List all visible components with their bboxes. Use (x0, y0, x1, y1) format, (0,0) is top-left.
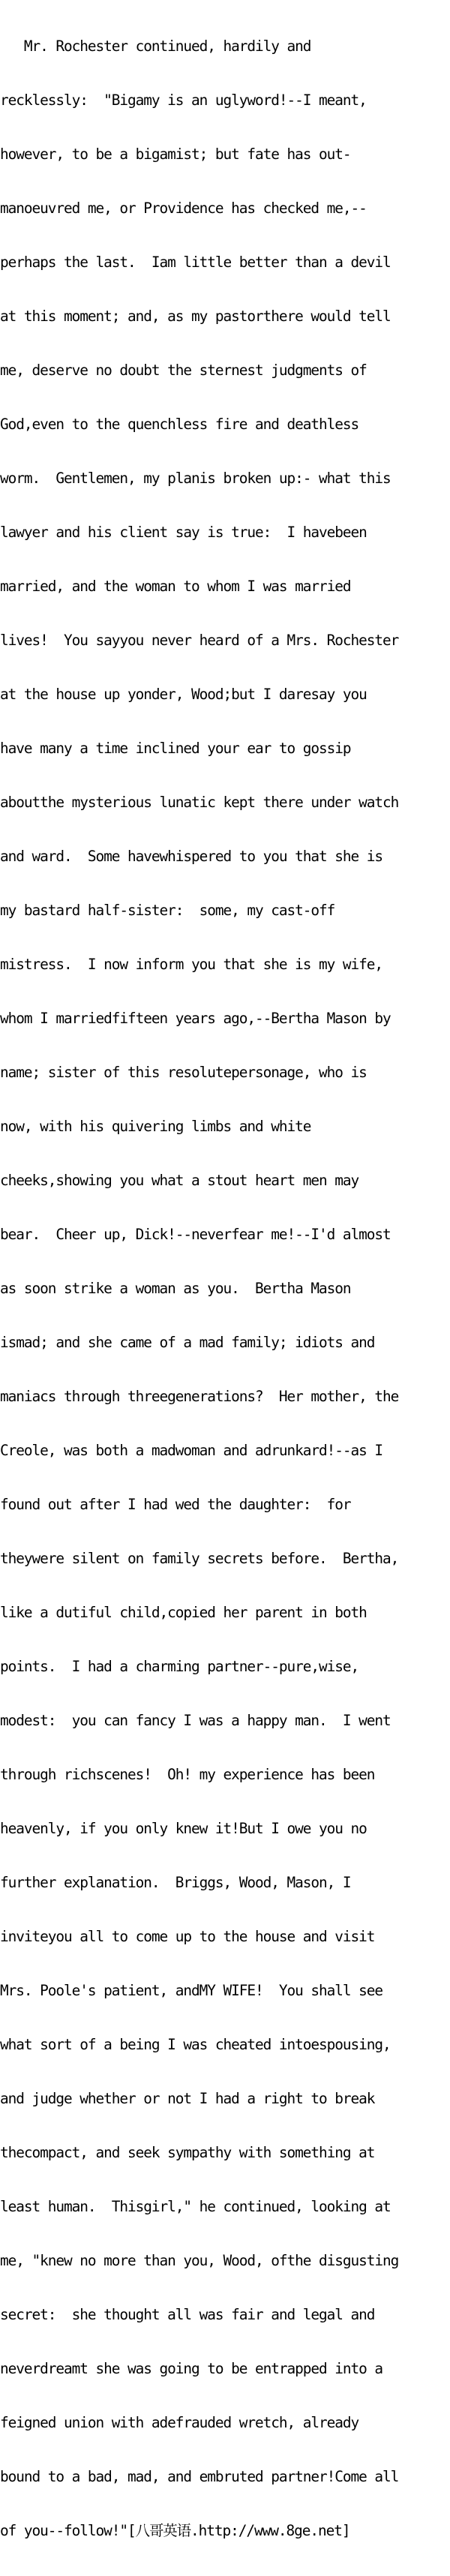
text-line: Mrs. Poole's patient, andMY WIFE! You shall see (0, 1982, 382, 1999)
text-line: inviteyou all to come up to the house and visit (0, 1928, 375, 1945)
text-line: Mr. Rochester continued, hardily and (0, 38, 311, 55)
text-line: bound to a bad, mad, and embruted partner!Come all (0, 2468, 399, 2485)
text-line: have many a time inclined your ear to gossip (0, 740, 351, 757)
text-line: secret: she thought all was fair and legal and (0, 2306, 375, 2323)
text-line: Creole, was both a madwoman and adrunkard!--as I (0, 1442, 382, 1459)
text-line: neverdreamt she was going to be entrapped into a (0, 2360, 382, 2377)
text-line: now, with his quivering limbs and white (0, 1118, 311, 1135)
text-line: my bastard half-sister: some, my cast-off (0, 902, 335, 919)
text-line: found out after I had wed the daughter: for (0, 1496, 351, 1513)
text-line: aboutthe mysterious lunatic kept there under watch (0, 794, 399, 811)
text-line: me, deserve no doubt the sternest judgments of (0, 362, 367, 379)
text-line: feigned union with adefrauded wretch, already (0, 2414, 359, 2431)
text-line: at the house up yonder, Wood;but I daresay you (0, 686, 367, 703)
text-line: lawyer and his client say is true: I havebeen (0, 524, 367, 541)
text-line: of you--follow!"[八哥英语.http://www.8ge.net] (0, 2522, 350, 2539)
text-line: cheeks,showing you what a stout heart men may (0, 1172, 359, 1189)
document-text (0, 2, 450, 2576)
text-line: God,even to the quenchless fire and deathless (0, 416, 359, 433)
text-line: as soon strike a woman as you. Bertha Mason (0, 1280, 351, 1297)
text-line: married, and the woman to whom I was married (0, 578, 351, 595)
text-line: further explanation. Briggs, Wood, Mason, I (0, 1874, 351, 1891)
text-line: perhaps the last. Iam little better than a devil (0, 254, 391, 271)
text-line: least human. Thisgirl," he continued, looking at (0, 2198, 391, 2215)
text-line: what sort of a being I was cheated intoespousing, (0, 2036, 391, 2053)
text-line: heavenly, if you only knew it!But I owe you no (0, 1820, 367, 1837)
text-line: whom I marriedfifteen years ago,--Bertha Mason by (0, 1010, 391, 1027)
text-line: ismad; and she came of a mad family; idiots and (0, 1334, 375, 1351)
text-line: lives! You sayyou never heard of a Mrs. Rochester (0, 632, 399, 649)
text-line: bear. Cheer up, Dick!--neverfear me!--I'd almost (0, 1226, 391, 1243)
text-line: like a dutiful child,copied her parent in both (0, 1604, 367, 1621)
text-line: me, "knew no more than you, Wood, ofthe disgusting (0, 2252, 399, 2269)
text-line: thecompact, and seek sympathy with something at (0, 2144, 375, 2161)
text-line: points. I had a charming partner--pure,wise, (0, 1658, 359, 1675)
text-line: mistress. I now inform you that she is my wife, (0, 956, 382, 973)
text-line: recklessly: "Bigamy is an uglyword!--I meant, (0, 92, 367, 109)
text-line: maniacs through threegenerations? Her mother, the (0, 1388, 399, 1405)
text-line: however, to be a bigamist; but fate has out- (0, 146, 351, 163)
text-line: at this moment; and, as my pastorthere would tell (0, 308, 391, 325)
text-line: manoeuvred me, or Providence has checked me,-- (0, 200, 367, 217)
text-line: and ward. Some havewhispered to you that she is (0, 848, 382, 865)
text-line: theywere silent on family secrets before. Bertha, (0, 1550, 399, 1567)
text-line: and judge whether or not I had a right to break (0, 2090, 375, 2107)
text-line: modest: you can fancy I was a happy man. I went (0, 1712, 391, 1729)
text-line: name; sister of this resolutepersonage, who is (0, 1064, 367, 1081)
text-line: through richscenes! Oh! my experience has been (0, 1766, 375, 1783)
text-line: worm. Gentlemen, my planis broken up:- what this (0, 470, 391, 487)
